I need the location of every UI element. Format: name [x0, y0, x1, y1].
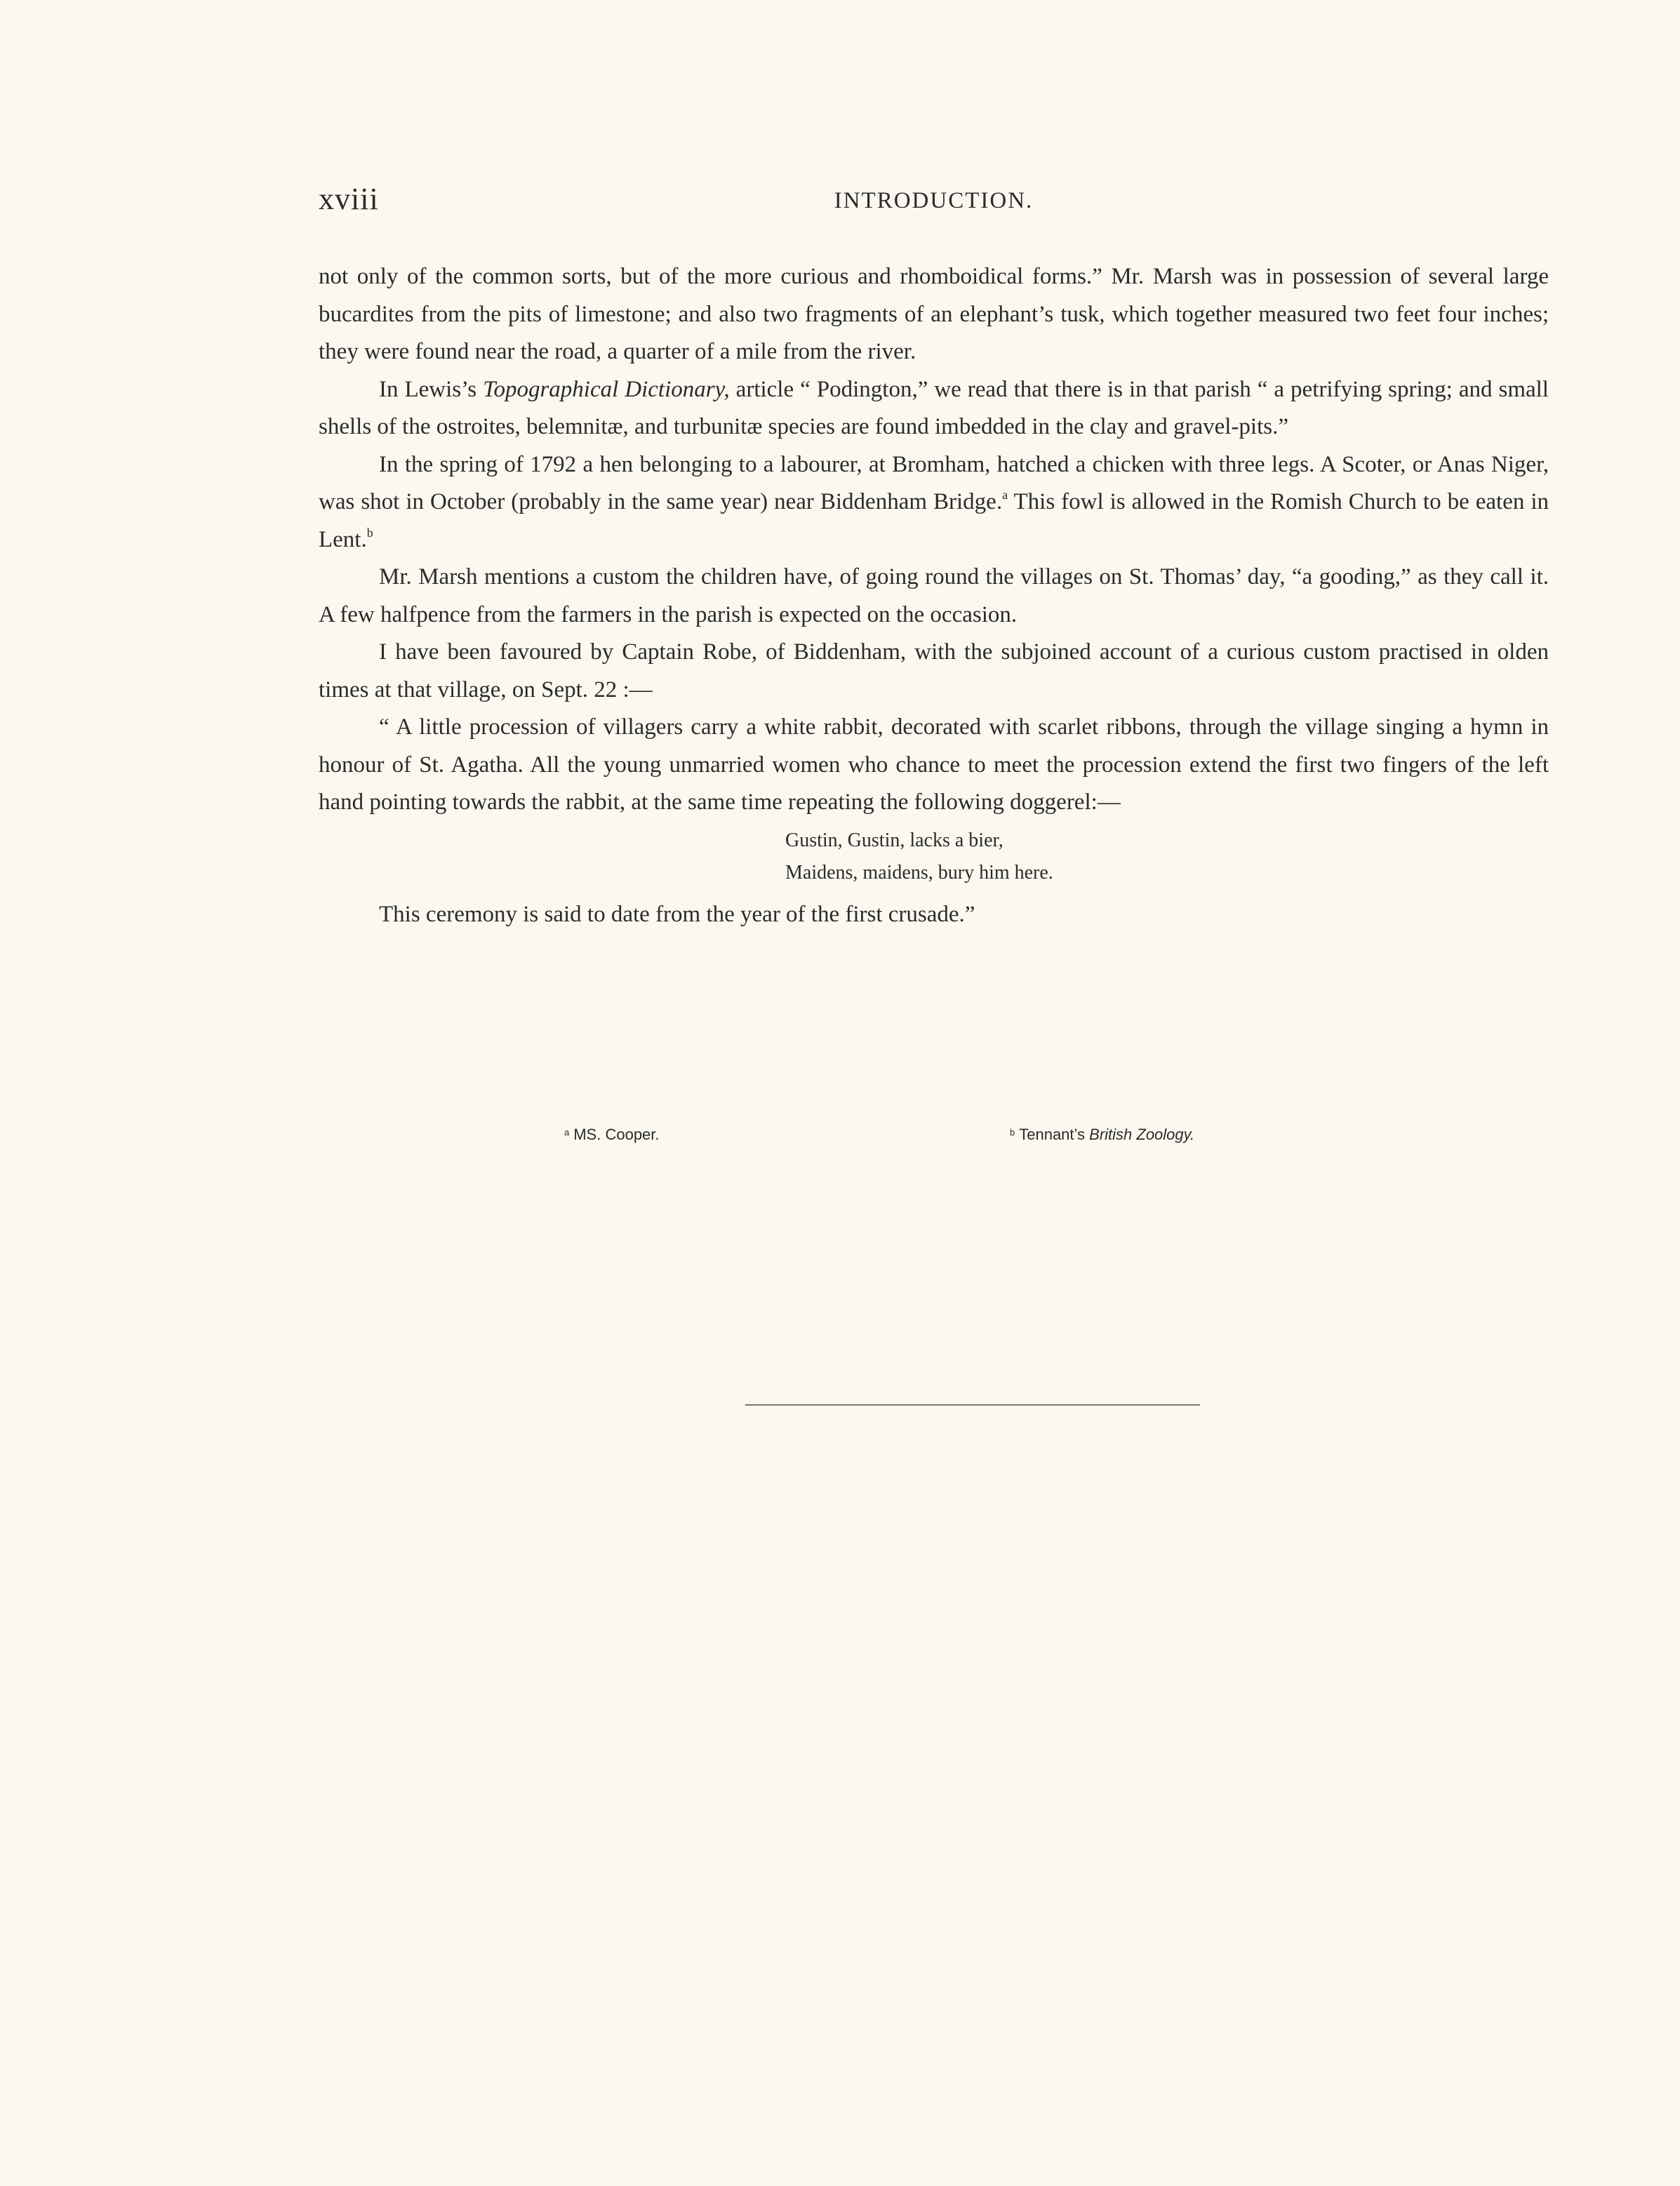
paragraph-3	[319, 446, 1549, 559]
paragraph-3-text-1: In the spring of 1792 a hen belonging to a labourer, at Bromham, hatched a chicken with three legs. A Scoter, or Anas Niger, was shot in October (probably in the same year) near Biddenham Bridge.	[319, 451, 1549, 514]
horizontal-rule	[745, 1404, 1200, 1406]
paragraph-4: Mr. Marsh mentions a custom the children have, of going round the villages on St. Thomas’ day, “a gooding,” as they call it. A few halfpence from the farmers in the parish is expected on the occasion.	[319, 564, 1549, 627]
footnote-b-italic: British Zoology.	[1089, 1126, 1195, 1143]
verse-line-2: Maidens, maidens, bury him here.	[785, 861, 1053, 884]
page-number: xviii	[319, 182, 379, 216]
footnote-a-mark: a	[564, 1127, 570, 1138]
running-title: INTRODUCTION.	[834, 188, 1034, 213]
footnote-b-mark: b	[1010, 1127, 1015, 1138]
footnote-ref-b[interactable]: b	[366, 525, 373, 540]
body-text	[319, 258, 1549, 933]
footnote-a	[564, 1126, 660, 1144]
paragraph-2-after: article “ Podington,” we read that there is in that parish “ a petrifying spring; and small shells of the ostroites, belemnitæ, and turbunitæ species are found imbedded in the clay and gravel-pits.”	[319, 376, 1549, 439]
dictionary-title: Topographical Dictionary,	[483, 376, 730, 402]
verse-line-1: Gustin, Gustin, lacks a bier,	[785, 829, 1004, 851]
paragraph-1: not only of the common sorts, but of the more curious and rhomboidical forms.” Mr. Marsh was in possession of several large bucardites from the pits of limestone; and also two fragments of an elephant’s tusk, which together measured two feet four inches; they were found near the road, a quarter of a mile from the river.	[319, 264, 1549, 364]
doggerel-verse	[785, 825, 1549, 889]
paragraph-7: This ceremony is said to date from the year of the first crusade.”	[379, 901, 975, 927]
footnote-b	[1010, 1126, 1194, 1144]
footnote-a-text: MS. Cooper.	[573, 1126, 660, 1143]
footnote-ref-a[interactable]: a	[1002, 488, 1008, 502]
paragraph-2-before: In Lewis’s	[379, 376, 484, 402]
page	[319, 181, 1549, 1143]
footnote-b-text: Tennant’s	[1019, 1126, 1090, 1143]
paragraph-6: “ A little procession of villagers carry a white rabbit, decorated with scarlet ribbons, through the village singing a hymn in honour of St. Agatha. All the young unmarried women who chance to meet the procession extend the first two fingers of the left hand pointing towards the rabbit, at the same time repeating the following doggerel:—	[319, 714, 1549, 815]
running-head	[319, 181, 1549, 223]
paragraph-5: I have been favoured by Captain Robe, of Biddenham, with the subjoined account of a curious custom practised in olden times at that village, on Sept. 22 :—	[319, 639, 1549, 702]
paragraph-3-text-2: This fowl is allowed in the Romish Church to be eaten in Lent.	[319, 489, 1549, 552]
paragraph-2	[319, 371, 1549, 446]
